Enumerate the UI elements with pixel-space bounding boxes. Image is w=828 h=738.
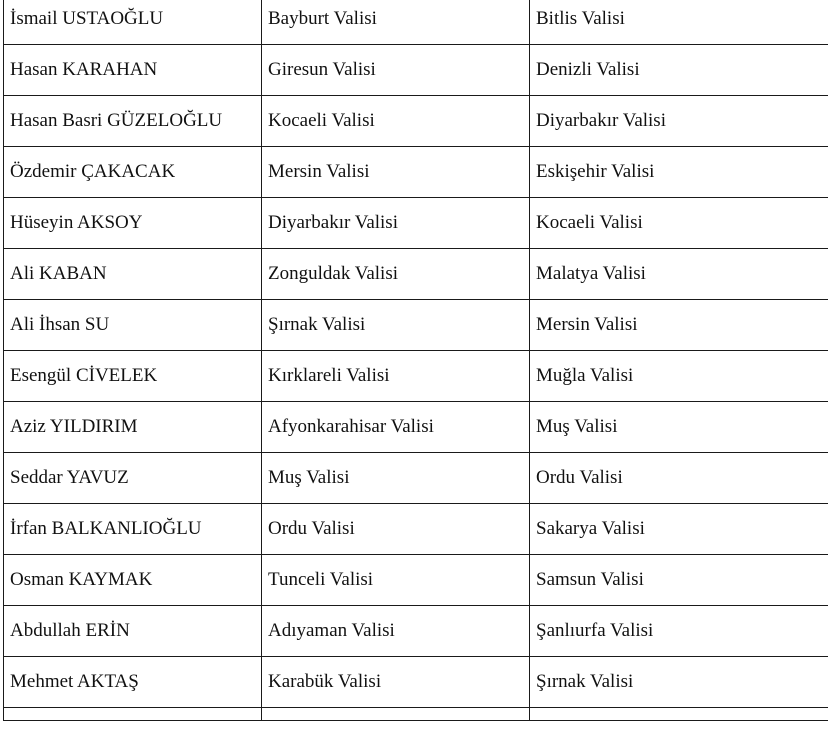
previous-post-cell: Muş Valisi [262,453,530,504]
new-post-cell: Eskişehir Valisi [530,147,828,198]
person-name-cell: Hasan KARAHAN [4,45,262,96]
table-row [4,96,828,147]
table-row [4,402,828,453]
new-post-cell: Malatya Valisi [530,249,828,300]
new-post-cell: Samsun Valisi [530,555,828,606]
previous-post-cell: Tunceli Valisi [262,555,530,606]
table-row [4,0,828,45]
person-name-cell: Hasan Basri GÜZELOĞLU [4,96,262,147]
previous-post-cell: Adıyaman Valisi [262,606,530,657]
previous-post-cell: Diyarbakır Valisi [262,198,530,249]
previous-post-cell: Mersin Valisi [262,147,530,198]
new-post-cell: Sakarya Valisi [530,504,828,555]
new-post-cell: Bitlis Valisi [530,0,828,45]
new-post-cell: Şanlıurfa Valisi [530,606,828,657]
new-post-cell: Kocaeli Valisi [530,198,828,249]
person-name-cell: Hüseyin AKSOY [4,198,262,249]
new-post-cell: Ordu Valisi [530,453,828,504]
table-row [4,657,828,708]
table-row [4,249,828,300]
person-name-cell: Osman KAYMAK [4,555,262,606]
table-row [4,351,828,402]
empty-cell [530,708,828,721]
previous-post-cell: Giresun Valisi [262,45,530,96]
new-post-cell: Mersin Valisi [530,300,828,351]
person-name-cell: Ali KABAN [4,249,262,300]
new-post-cell: Muğla Valisi [530,351,828,402]
person-name-cell: Seddar YAVUZ [4,453,262,504]
table-row [4,606,828,657]
person-name-cell: Mehmet AKTAŞ [4,657,262,708]
previous-post-cell: Karabük Valisi [262,657,530,708]
previous-post-cell: Kocaeli Valisi [262,96,530,147]
table-row [4,453,828,504]
previous-post-cell: Bayburt Valisi [262,0,530,45]
previous-post-cell: Şırnak Valisi [262,300,530,351]
person-name-cell: İrfan BALKANLIOĞLU [4,504,262,555]
table-row [4,300,828,351]
table-row [4,45,828,96]
empty-cell [4,708,262,721]
table-row-partial [4,708,828,721]
table-row [4,555,828,606]
person-name-cell: Ali İhsan SU [4,300,262,351]
previous-post-cell: Afyonkarahisar Valisi [262,402,530,453]
person-name-cell: İsmail USTAOĞLU [4,0,262,45]
new-post-cell: Diyarbakır Valisi [530,96,828,147]
governor-appointments-table [3,0,828,721]
person-name-cell: Esengül CİVELEK [4,351,262,402]
previous-post-cell: Zonguldak Valisi [262,249,530,300]
person-name-cell: Aziz YILDIRIM [4,402,262,453]
new-post-cell: Şırnak Valisi [530,657,828,708]
new-post-cell: Muş Valisi [530,402,828,453]
person-name-cell: Özdemir ÇAKACAK [4,147,262,198]
empty-cell [262,708,530,721]
previous-post-cell: Ordu Valisi [262,504,530,555]
new-post-cell: Denizli Valisi [530,45,828,96]
table-row [4,504,828,555]
table-row [4,147,828,198]
person-name-cell: Abdullah ERİN [4,606,262,657]
previous-post-cell: Kırklareli Valisi [262,351,530,402]
table-row [4,198,828,249]
